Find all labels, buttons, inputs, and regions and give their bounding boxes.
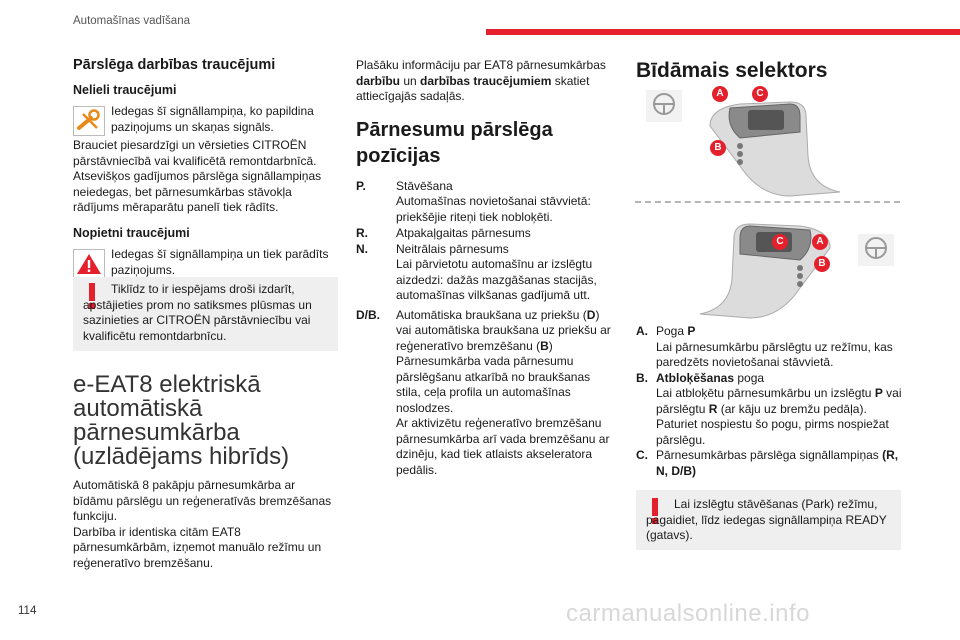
hybrid-body-2: Darbība ir identiska citām EAT8 pārnesumkārbām, izņemot manuālo režīmu un reģeneratīvo bremzēšanu.: [73, 524, 322, 570]
selector-legend: [636, 324, 904, 479]
position-key: P.: [356, 178, 366, 193]
position-key: N.: [356, 241, 368, 256]
position-desc: Ar aktivizētu reģeneratīvo bremzēšanu pārnesumkārba arī vada bremzēšanu ar dzinēju, kad tiek atlaists akseleratora pedālis.: [396, 416, 610, 477]
position-label: Neitrālais pārnesums: [396, 241, 509, 256]
accent-bar: [486, 29, 960, 35]
position-r: [356, 226, 618, 242]
steering-wheel-icon: [646, 90, 682, 122]
heading-line: pozīcijas: [356, 144, 441, 167]
legend-label: Poga P: [656, 324, 696, 338]
minor-fault-icon-text: Iedegas šī signāllampiņa, ko papildina paziņojums un skaņas signāls.: [111, 104, 314, 134]
position-label: Atpakaļgaitas pārnesums: [396, 226, 531, 240]
badge-c: C: [772, 234, 788, 250]
legend-desc: Paturiet nospiestu šo pogu, pirms nospiežat pārslēgu.: [656, 417, 889, 447]
position-desc: Automašīnas novietošanai stāvvietā: priekšējie riteņi tiek nobloķēti.: [396, 194, 591, 224]
minor-fault-body: Brauciet piesardzīgi un vērsieties CITROËN pārstāvniecībā vai kvalificētā remontdarbnīcā. Atsevišķos gadījumos pārslēga signāllampiņas neiedegas, bet pārnesumkārbas stāvokļa rādījums mēraparātu panelī tiek rādīts.: [73, 138, 322, 214]
intro-paragraph: Plašāku informāciju par EAT8 pārnesumkārbas darbību un darbības traucējumiem skatiet attiecīgajās sadaļās.: [356, 58, 606, 103]
position-desc: Lai pārvietotu automašīnu ar izslēgtu aizdedzi: dažās mazgāšanas stacijās, automašīnas vilkšanas gadījumā utt.: [396, 257, 597, 302]
hybrid-section: [73, 373, 338, 571]
badge-a: A: [712, 86, 728, 102]
legend-bold: (R, N, D/B): [656, 448, 899, 478]
legend-desc: Lai atbloķētu pārnesumkārbu un izslēgtu P vai pārslēgtu R (ar kāju uz bremžu pedāļa).: [656, 386, 902, 416]
column-1: [73, 58, 338, 281]
running-header: Automašīnas vadīšana: [73, 15, 190, 27]
warning-text-1: Tiklīdz to ir iespējams droši izdarīt, apstājieties prom no satiksmes plūsmas un sazinieties ar CITROËN pārstāvniecību vai kvalificētu remontdarbnīcu.: [83, 282, 312, 343]
column-2: [356, 58, 618, 478]
position-db: [356, 308, 618, 479]
legend-b: [636, 371, 904, 449]
badge-b: B: [814, 256, 830, 272]
heading-line: Pārnesumu pārslēga: [356, 118, 553, 141]
legend-key: A.: [636, 324, 648, 338]
legend-c: [636, 448, 904, 479]
legend-label: Atbloķēšanas poga: [656, 370, 765, 385]
badge-b: B: [710, 140, 726, 156]
badge-c: C: [752, 86, 768, 102]
gear-positions-list: [356, 179, 618, 479]
minor-fault-item: [73, 104, 338, 138]
major-faults-heading: Nopietni traucējumi: [73, 225, 190, 240]
legend-a: [636, 324, 904, 371]
watermark: carmanualsonline.info: [566, 600, 810, 627]
title-line: e-EAT8 elektriskā: [73, 371, 261, 398]
position-desc: Automātiska braukšana uz priekšu (D) vai automātiska braukšana uz priekšu ar reģeneratīvo bremzēšanu (B): [396, 307, 611, 353]
page-number: 114: [18, 605, 37, 617]
title-line: automātiskā: [73, 395, 203, 422]
position-key: R.: [356, 226, 368, 240]
section-title-faults: Pārslēga darbības traucējumi: [73, 57, 276, 73]
selector-title: Bīdāmais selektors: [636, 59, 828, 82]
badge-a: A: [812, 234, 828, 250]
legend-desc: Lai pārnesumkārbu pārslēgtu uz režīmu, kas paredzēts novietošanai stāvvietā.: [656, 339, 893, 369]
warning-box-2: [636, 490, 901, 550]
column-3: [636, 58, 901, 84]
position-n: [356, 242, 618, 304]
legend-key: C.: [636, 448, 648, 462]
hybrid-gearbox-title: [73, 373, 338, 469]
title-line: pārnesumkārba: [73, 419, 240, 446]
warning-text-2: Lai izslēgtu stāvēšanas (Park) režīmu, pagaidiet, līdz iedegas signāllampiņa READY (gatavs).: [646, 497, 887, 542]
legend-key: B.: [636, 370, 648, 385]
legend-label: Pārnesumkārbas pārslēga signāllampiņas: [656, 448, 883, 462]
position-key: D/B.: [356, 307, 380, 322]
wrench-warning-icon: [73, 106, 105, 141]
position-label: Stāvēšana: [396, 178, 453, 193]
dashed-divider: [635, 201, 900, 203]
position-desc: Pārnesumkārba vada pārnesumu pārslēgšanu atkarībā no braukšanas stila, ceļa profila un automašīnas noslodzes.: [396, 354, 591, 415]
selector-illustration-bottom: [640, 208, 900, 320]
selector-illustration-top: [640, 86, 900, 198]
position-p: [356, 179, 618, 226]
warning-box-1: [73, 277, 338, 351]
minor-faults-heading: Nelieli traucējumi: [73, 82, 177, 97]
positions-heading: [356, 117, 618, 169]
major-fault-icon-text: Iedegas šī signāllampiņa un tiek parādīts paziņojums.: [111, 247, 329, 277]
major-fault-item: [73, 247, 338, 281]
title-line: (uzlādējams hibrīds): [73, 443, 290, 470]
hybrid-body-1: Automātiskā 8 pakāpju pārnesumkārba ar bīdāmu pārslēgu un reģeneratīvās bremzēšanas funkciju.: [73, 478, 332, 523]
